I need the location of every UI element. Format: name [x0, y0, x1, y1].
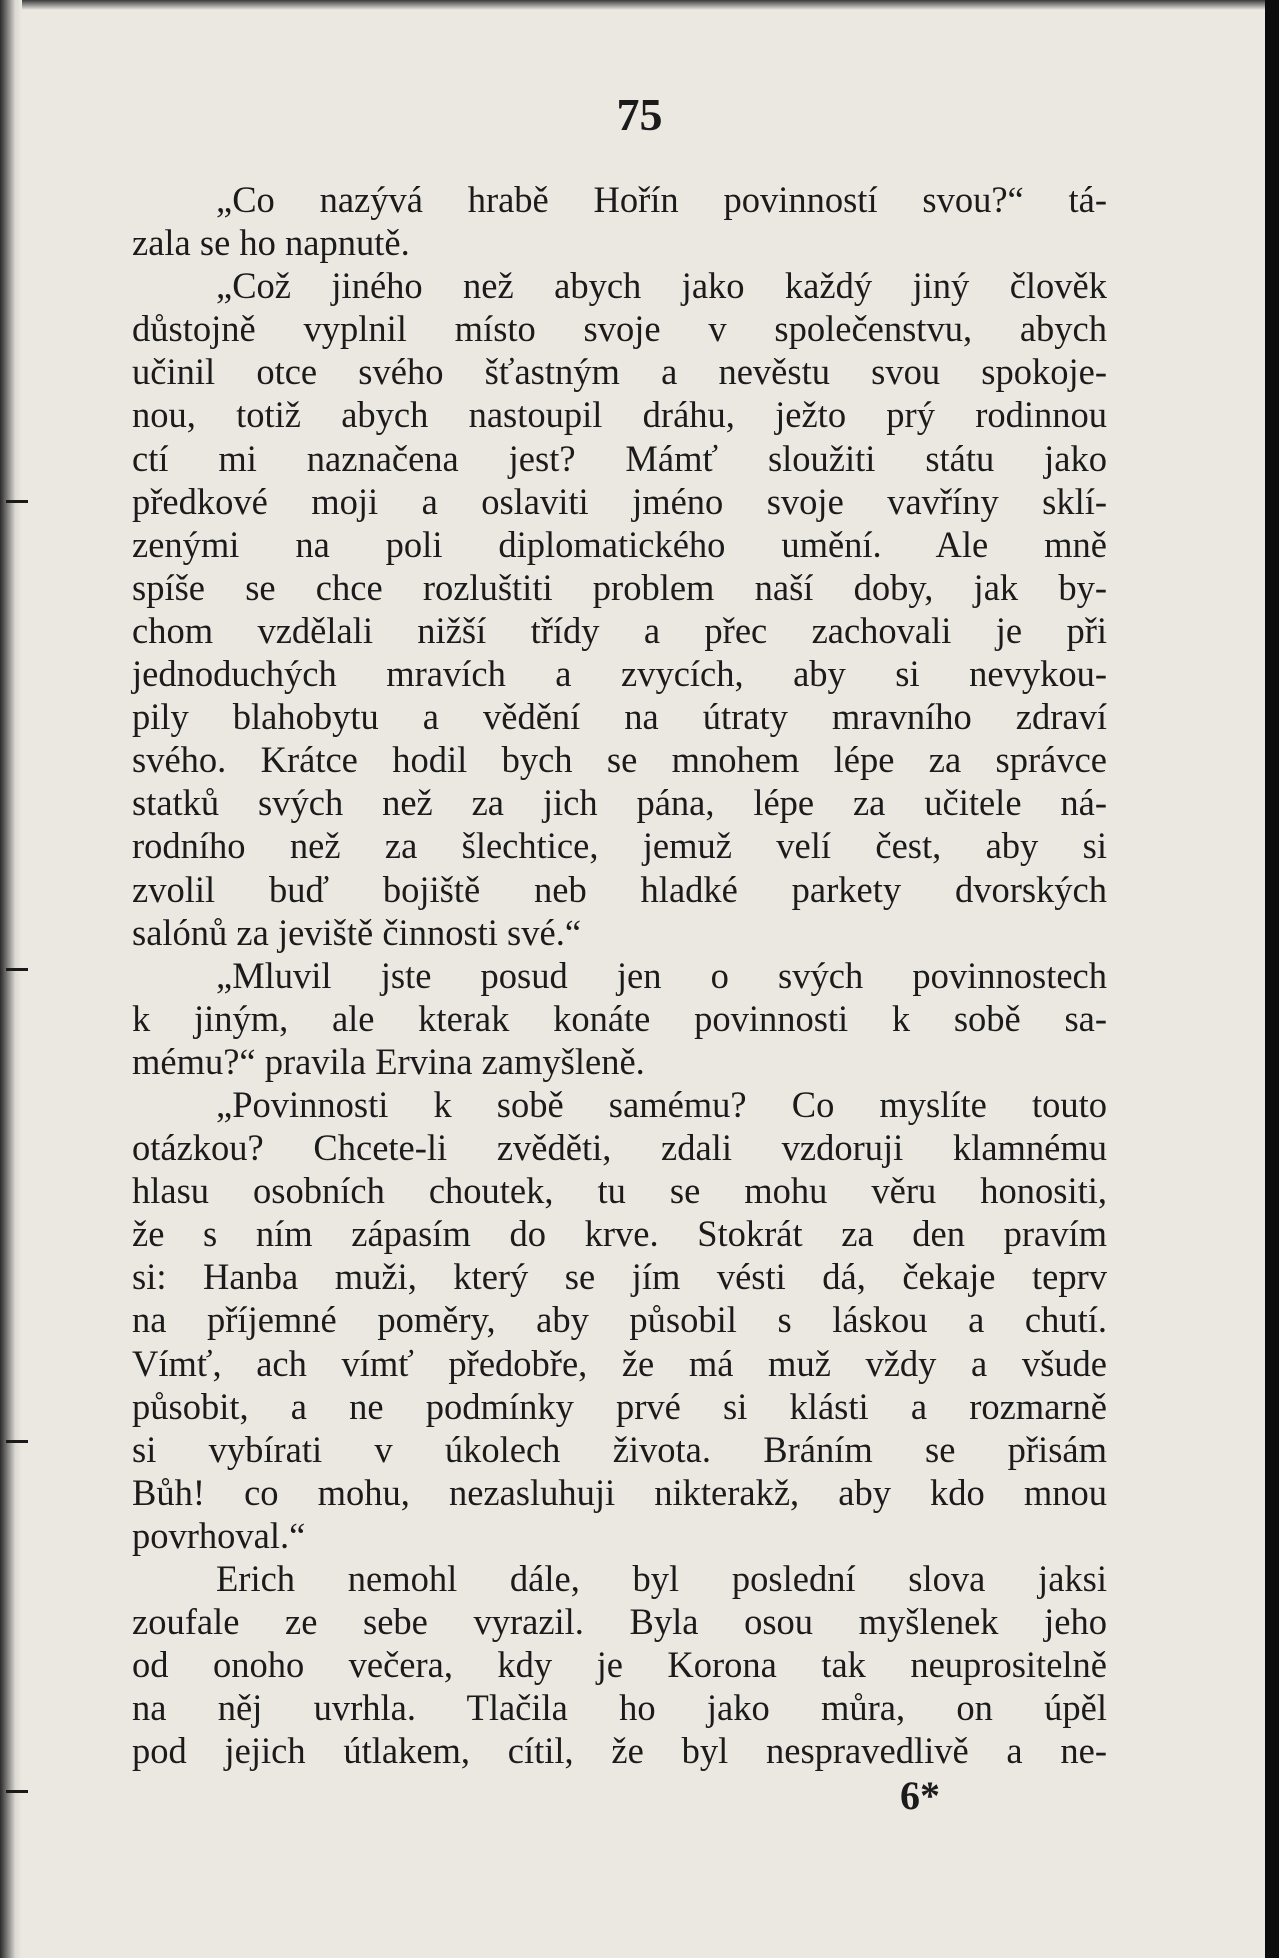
text-line: nou, totiž abych nastoupil dráhu, ježto prý rodinnou [132, 394, 1107, 436]
text-line: zenými na poli diplomatického umění. Ale mně [132, 523, 1107, 565]
text-line: spíše se chce rozluštiti problem naší doby, jak by- [132, 566, 1107, 608]
text-line: salónů za jeviště činnosti své.“ [132, 911, 582, 953]
binding-mark [6, 1790, 28, 1793]
text-line: povrhoval.“ [132, 1514, 306, 1556]
printer-signature-mark: 6* [900, 1773, 940, 1818]
text-line: působit, a ne podmínky prvé si klásti a rozmarně [132, 1385, 1107, 1427]
text-line: otázkou? Chcete-li zvěděti, zdali vzdoruji klamnému [132, 1127, 1107, 1169]
text-line: učinil otce svého šťastným a nevěstu svou spokoje- [132, 351, 1107, 393]
text-line: mému?“ pravila Ervina zamyšleně. [132, 1040, 645, 1082]
text-line: svého. Krátce hodil bych se mnohem lépe za správce [132, 739, 1107, 781]
text-line: důstojně vyplnil místo svoje v společenstvu, abych [132, 308, 1107, 350]
text-line: předkové moji a oslaviti jméno svoje vavříny sklí- [132, 480, 1107, 522]
text-line: od onoho večera, kdy je Korona tak neuprositelně [132, 1644, 1107, 1686]
scan-top-edge [22, 0, 1265, 10]
page-number: 75 [616, 89, 663, 140]
binding-mark [6, 500, 28, 503]
text-line: hlasu osobních choutek, tu se mohu věru honositi, [132, 1170, 1107, 1212]
body-text [132, 178, 1107, 1772]
text-line: statků svých než za jich pána, lépe za učitele ná- [132, 782, 1107, 824]
text-line: Erich nemohl dále, byl poslední slova jaksi [216, 1558, 1107, 1599]
text-line: zala se ho napnutě. [132, 222, 410, 264]
text-line: zvolil buď bojiště neb hladké parkety dvorských [132, 868, 1107, 910]
text-line: „Mluvil jste posud jen o svých povinnostech [216, 954, 1107, 996]
text-line: na příjemné poměry, aby působil s láskou a chutí. [132, 1299, 1107, 1341]
binding-mark [6, 1440, 28, 1443]
scan-right-edge [1265, 0, 1279, 1958]
text-line: pily blahobytu a vědění na útraty mravního zdraví [132, 696, 1107, 738]
text-line: jednoduchých mravích a zvycích, aby si nevykou- [132, 653, 1107, 695]
scan-binding-edge [0, 0, 22, 1958]
binding-mark [6, 968, 28, 971]
text-line: „Co nazývá hrabě Hořín povinností svou?“ tá- [216, 179, 1107, 220]
text-line: chom vzdělali nižší třídy a přec zachovali je při [132, 609, 1107, 651]
text-line: Bůh! co mohu, nezasluhuji nikterakž, aby kdo mnou [132, 1471, 1107, 1513]
text-line: ctí mi naznačena jest? Mámť sloužiti státu jako [132, 437, 1107, 479]
text-line: pod jejich útlakem, cítil, že byl nespravedlivě a ne- [132, 1730, 1107, 1772]
text-line: rodního než za šlechtice, jemuž velí čest, aby si [132, 825, 1107, 867]
text-line: k jiným, ale kterak konáte povinnosti k sobě sa- [132, 997, 1107, 1039]
text-line: „Což jiného než abych jako každý jiný člověk [216, 265, 1107, 307]
text-line: si vybírati v úkolech života. Bráním se přisám [132, 1428, 1107, 1470]
text-line: na něj uvrhla. Tlačila ho jako můra, on úpěl [132, 1687, 1107, 1729]
text-line: si: Hanba muži, který se jím vésti dá, čekaje teprv [132, 1256, 1107, 1298]
text-line: že s ním zápasím do krve. Stokrát za den pravím [132, 1213, 1107, 1255]
text-line: „Povinnosti k sobě samému? Co myslíte touto [216, 1083, 1107, 1125]
text-line: Vímť, ach vímť předobře, že má muž vždy a všude [132, 1342, 1107, 1384]
text-line: zoufale ze sebe vyrazil. Byla osou myšlenek jeho [132, 1601, 1107, 1643]
